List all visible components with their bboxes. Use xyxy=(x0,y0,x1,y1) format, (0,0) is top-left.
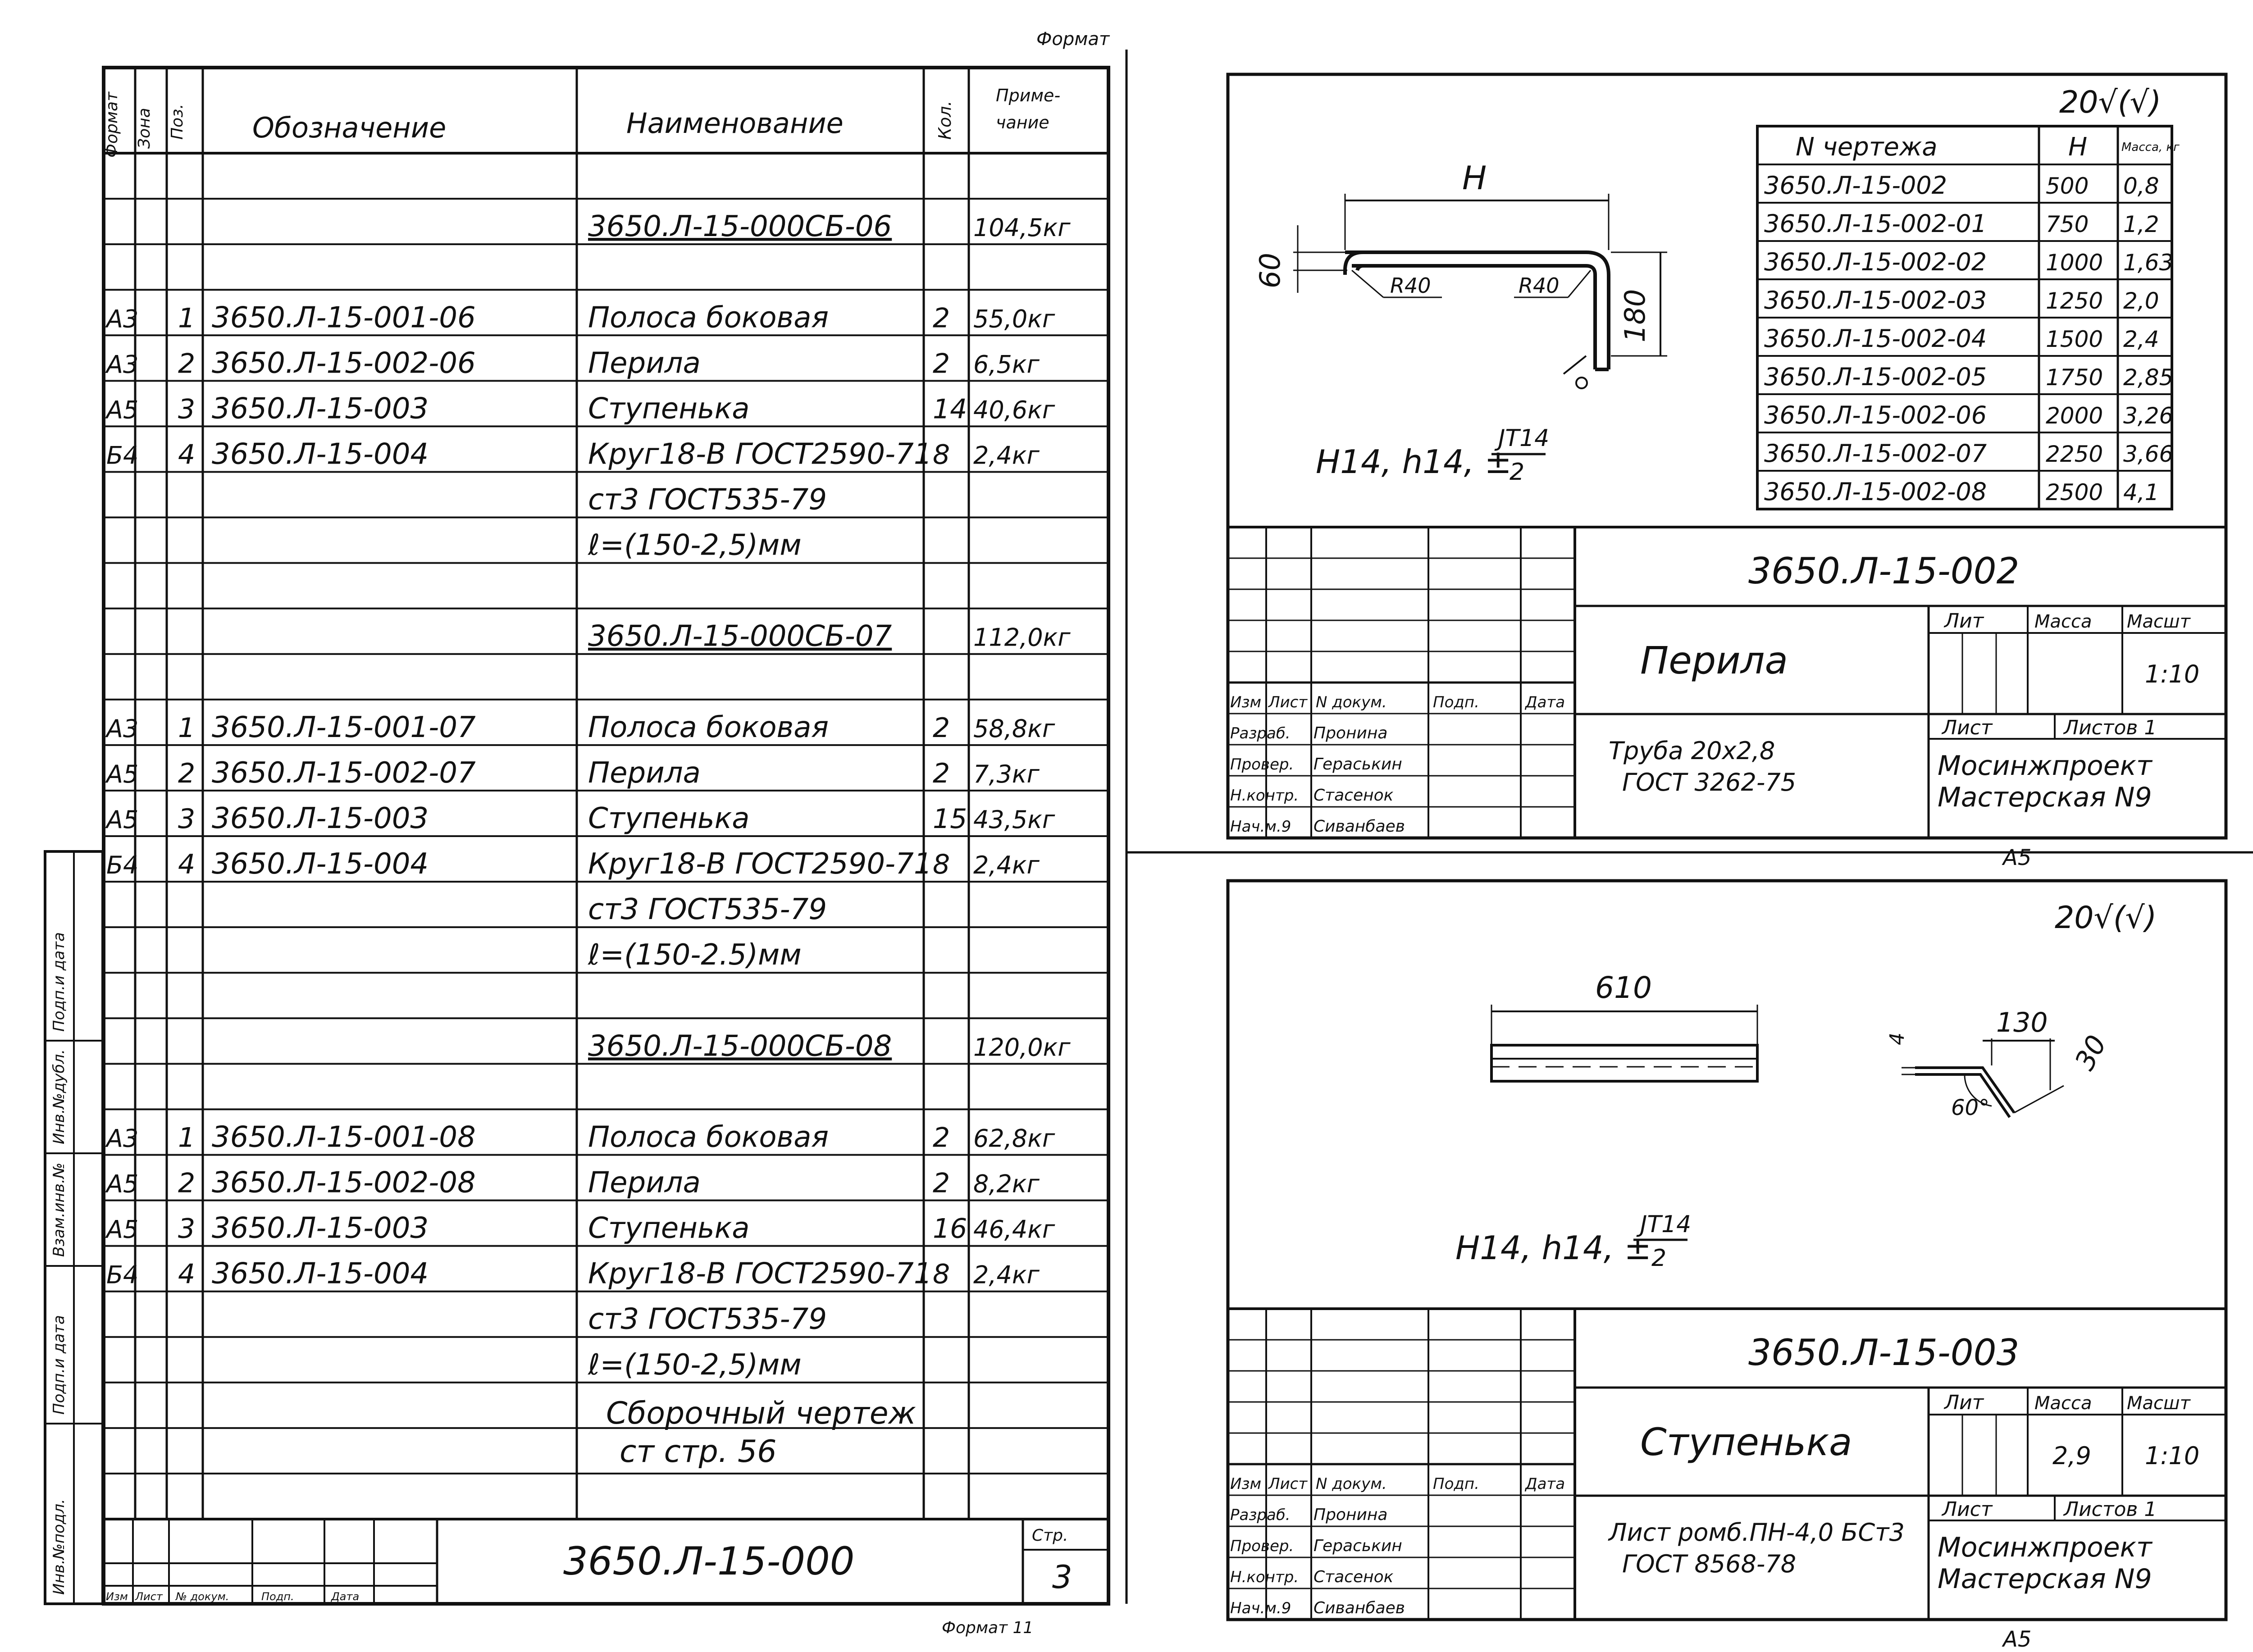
row-designation: 3650.Л-15-002-07 xyxy=(212,756,476,790)
header-zone: Зона xyxy=(135,108,154,149)
variant-row-mass: 2,0 xyxy=(2123,288,2159,314)
header-note-2: чание xyxy=(996,113,1049,132)
dim-right-002: 180 xyxy=(1619,289,1651,342)
row-pos: 4 xyxy=(178,849,196,881)
stamp-003 xyxy=(1228,1309,2226,1652)
row-name: Ступенька xyxy=(588,392,750,426)
stamp-staff-role: Разраб. xyxy=(1230,1506,1291,1525)
stamp-material-2: ГОСТ 3262-75 xyxy=(1622,768,1797,796)
spec-footnote-2: ст стр. 56 xyxy=(620,1434,777,1470)
row-note: 40,6кг xyxy=(973,396,1055,424)
spec-headers xyxy=(103,86,1060,158)
row-qty: 8 xyxy=(933,849,950,881)
row-pos: 3 xyxy=(178,393,196,425)
variant-row-h: 1500 xyxy=(2046,326,2103,352)
stamp-staff-name: Пронина xyxy=(1313,1506,1388,1525)
stamp-code: 3650.Л-15-003 xyxy=(1748,1332,2020,1374)
header-name: Наименование xyxy=(626,107,844,140)
stamp-scale-value: 1:10 xyxy=(2145,660,2200,688)
row-name: Полоса боковая xyxy=(588,1120,829,1154)
row-name: ℓ=(150-2.5)мм xyxy=(588,938,802,972)
row-qty: 15 xyxy=(933,803,967,835)
stamp-staff-name: Стасенок xyxy=(1313,786,1394,805)
stamp-staff-role: Разраб. xyxy=(1230,724,1291,743)
variant-row-number: 3650.Л-15-002-06 xyxy=(1764,401,1987,429)
row-designation: 3650.Л-15-001-06 xyxy=(212,301,476,335)
margin-label-0: Инв.№подл. xyxy=(50,1499,68,1595)
header-designation: Обозначение xyxy=(252,111,447,144)
stamp-org-1: Мосинжпроект xyxy=(1938,1532,2152,1563)
row-qty: 2 xyxy=(933,1122,950,1154)
stamp-staff-role: Н.контр. xyxy=(1230,1568,1299,1587)
row-designation: 3650.Л-15-002-06 xyxy=(212,346,476,380)
margin-label-1: Подп.и дата xyxy=(50,1315,68,1415)
row-note: 8,2кг xyxy=(973,1170,1040,1198)
row-format: Б4 xyxy=(106,851,139,880)
row-format: А5 xyxy=(106,396,139,424)
variant-row-number: 3650.Л-15-002-05 xyxy=(1764,363,1987,391)
part-sketch-003 xyxy=(1491,970,2113,1120)
stamp-col-label: Изм xyxy=(1230,1475,1262,1493)
dim-left-002: 60 xyxy=(1254,253,1286,288)
row-name: Круг18-В ГОСТ2590-71 xyxy=(588,1257,932,1291)
stamp-mass-label: Масса xyxy=(2034,1393,2092,1414)
dim-r2-002: R40 xyxy=(1519,273,1560,298)
stamp-format: А5 xyxy=(2003,845,2032,870)
row-note: 55,0кг xyxy=(973,305,1055,333)
spec-stamp-code: 3650.Л-15-000 xyxy=(563,1539,855,1584)
row-name: Круг18-В ГОСТ2590-71 xyxy=(588,847,932,881)
stamp-org-2: Мастерская N9 xyxy=(1938,782,2152,813)
stamp-material-1: Труба 20х2,8 xyxy=(1609,737,1775,765)
variant-row-mass: 2,4 xyxy=(2123,326,2159,352)
row-qty: 16 xyxy=(933,1213,967,1245)
stamp-scale-label: Масшт xyxy=(2127,611,2190,632)
row-qty: 2 xyxy=(933,712,950,744)
row-name: Ступенька xyxy=(588,1211,750,1245)
variant-row-number: 3650.Л-15-002-02 xyxy=(1764,248,1987,276)
row-format: А5 xyxy=(106,806,139,834)
stamp-col-label: Подп. xyxy=(1433,1475,1479,1493)
variant-row-mass: 1,2 xyxy=(2123,211,2159,237)
row-format: А5 xyxy=(106,1170,139,1198)
stamp-staff-name: Стасенок xyxy=(1313,1568,1394,1587)
stamp-col-label: Дата xyxy=(1525,1475,1565,1493)
part-sketch-002 xyxy=(1254,159,1667,388)
stamp-col-label: Лист xyxy=(1268,693,1308,712)
row-format: А3 xyxy=(106,305,139,333)
spec-stamp-col-1: Лист xyxy=(135,1590,163,1603)
row-qty: 8 xyxy=(933,439,950,471)
variant-row-mass: 3,26 xyxy=(2123,403,2174,429)
dim-h-002: H xyxy=(1462,159,1487,197)
row-name: 3650.Л-15-000СБ-07 xyxy=(588,619,892,653)
variant-row-number: 3650.Л-15-002-03 xyxy=(1764,286,1987,314)
roughness-002: 20√(√) xyxy=(2059,85,2162,120)
row-name: Ступенька xyxy=(588,802,750,835)
stamp-col-label: Подп. xyxy=(1433,693,1479,712)
row-name: Перила xyxy=(588,1166,701,1200)
stamp-title: Ступенька xyxy=(1640,1420,1852,1464)
variant-row-h: 2500 xyxy=(2046,479,2103,505)
dim-top-003: 130 xyxy=(1996,1007,2048,1038)
row-name: ℓ=(150-2,5)мм xyxy=(588,1348,802,1382)
format-footer: Формат 11 xyxy=(942,1619,1034,1637)
header-note-1: Приме- xyxy=(996,86,1061,105)
spec-stamp-col-2: № докум. xyxy=(176,1590,229,1603)
format-caption-top: Формат xyxy=(1036,29,1110,50)
stamp-staff-role: Нач.м.9 xyxy=(1230,818,1291,836)
variant-table-002 xyxy=(1757,126,2180,509)
tolerance-num-003: JT14 xyxy=(1640,1211,1692,1238)
stamp-material-2: ГОСТ 8568-78 xyxy=(1622,1550,1797,1578)
stamp-002 xyxy=(1228,527,2226,870)
stamp-scale-value: 1:10 xyxy=(2145,1442,2200,1470)
variant-row-h: 500 xyxy=(2046,173,2089,199)
row-qty: 2 xyxy=(933,348,950,380)
tolerance-den-003: 2 xyxy=(1651,1245,1667,1272)
tolerance-den-002: 2 xyxy=(1510,459,1525,486)
stamp-sheet-label: Лист xyxy=(1942,716,1993,739)
stamp-col-label: Дата xyxy=(1525,693,1565,712)
dim-angle-003: 60° xyxy=(1951,1095,1990,1120)
row-format: А3 xyxy=(106,350,139,379)
variant-row-h: 1750 xyxy=(2046,364,2103,391)
row-note: 120,0кг xyxy=(973,1033,1071,1062)
header-format: Формат xyxy=(103,91,121,158)
row-designation: 3650.Л-15-003 xyxy=(212,802,429,835)
stamp-staff-name: Гераськин xyxy=(1313,755,1402,774)
row-designation: 3650.Л-15-004 xyxy=(212,1257,429,1291)
variant-row-h: 750 xyxy=(2046,211,2089,237)
row-qty: 2 xyxy=(933,1167,950,1199)
row-qty: 2 xyxy=(933,757,950,789)
row-name: Полоса боковая xyxy=(588,710,829,744)
row-name: Перила xyxy=(588,756,701,790)
header-qty: Кол. xyxy=(935,100,955,140)
row-name: ст3 ГОСТ535-79 xyxy=(588,483,827,517)
row-format: А5 xyxy=(106,760,139,788)
stamp-col-label: Изм xyxy=(1230,693,1262,712)
drawing-002 xyxy=(1228,74,2226,870)
stamp-col-label: Лист xyxy=(1268,1475,1308,1493)
stamp-title: Перила xyxy=(1640,638,1788,683)
row-format: А3 xyxy=(106,1124,139,1153)
stamp-code: 3650.Л-15-002 xyxy=(1748,550,2020,592)
spec-footnote-1: Сборочный чертеж xyxy=(606,1396,916,1431)
row-pos: 3 xyxy=(178,803,196,835)
variant-header-number: N чертежа xyxy=(1796,132,1938,162)
row-format: А5 xyxy=(106,1215,139,1244)
row-name: ст3 ГОСТ535-79 xyxy=(588,1302,827,1336)
stamp-staff-name: Пронина xyxy=(1313,724,1388,743)
row-name: 3650.Л-15-000СБ-06 xyxy=(588,210,892,244)
variant-row-number: 3650.Л-15-002-07 xyxy=(1764,439,1987,468)
variant-row-mass: 2,85 xyxy=(2123,364,2174,391)
row-note: 2,4кг xyxy=(973,441,1040,470)
specification-sheet xyxy=(45,29,1110,1637)
row-format: А3 xyxy=(106,714,139,743)
variant-row-mass: 1,63 xyxy=(2123,250,2174,276)
row-name: Перила xyxy=(588,346,701,380)
spec-stamp-col-3: Подп. xyxy=(261,1590,294,1603)
row-qty: 8 xyxy=(933,1258,950,1290)
row-qty: 14 xyxy=(933,393,967,425)
row-note: 104,5кг xyxy=(973,214,1071,242)
row-note: 112,0кг xyxy=(973,623,1071,652)
row-note: 58,8кг xyxy=(973,714,1055,743)
variant-row-h: 1000 xyxy=(2046,250,2103,276)
stamp-sheets-label: Листов 1 xyxy=(2064,1498,2157,1521)
stamp-mass-value: 2,9 xyxy=(2052,1442,2091,1470)
variant-row-mass: 3,66 xyxy=(2123,441,2174,467)
stamp-scale-label: Масшт xyxy=(2127,1393,2190,1414)
row-name: 3650.Л-15-000СБ-08 xyxy=(588,1029,892,1063)
variant-row-number: 3650.Л-15-002 xyxy=(1764,171,1947,200)
row-name: ℓ=(150-2,5)мм xyxy=(588,528,802,562)
row-note: 7,3кг xyxy=(973,760,1040,788)
stamp-staff-role: Н.контр. xyxy=(1230,787,1299,805)
row-note: 6,5кг xyxy=(973,350,1040,379)
row-format: Б4 xyxy=(106,441,139,470)
row-designation: 3650.Л-15-001-08 xyxy=(212,1120,476,1154)
variant-row-mass: 4,1 xyxy=(2123,479,2159,505)
spec-stamp-sheet-label: Стр. xyxy=(1032,1526,1068,1545)
row-pos: 4 xyxy=(178,439,196,471)
spec-stamp-col-0: Изм xyxy=(106,1590,128,1603)
roughness-003: 20√(√) xyxy=(2055,900,2157,936)
row-pos: 1 xyxy=(178,302,196,334)
tolerance-num-002: JT14 xyxy=(1498,425,1550,452)
margin-label-3: Инв.№дубл. xyxy=(50,1049,68,1144)
dim-thick-003: 4 xyxy=(1886,1033,1909,1045)
binding-margin xyxy=(45,851,103,1604)
drawing-003 xyxy=(1228,881,2226,1652)
row-pos: 2 xyxy=(178,757,196,789)
row-designation: 3650.Л-15-004 xyxy=(212,847,429,881)
row-note: 46,4кг xyxy=(973,1215,1055,1244)
dim-length-003: 610 xyxy=(1595,970,1652,1005)
row-pos: 3 xyxy=(178,1213,196,1245)
row-name: ст3 ГОСТ535-79 xyxy=(588,893,827,927)
row-pos: 2 xyxy=(178,348,196,380)
stamp-lit-label: Лит xyxy=(1944,1391,1984,1414)
row-qty: 2 xyxy=(933,302,950,334)
row-designation: 3650.Л-15-001-07 xyxy=(212,710,476,744)
stamp-staff-name: Сиванбаев xyxy=(1313,817,1405,836)
variant-row-number: 3650.Л-15-002-08 xyxy=(1764,478,1987,506)
spec-stamp-col-4: Дата xyxy=(331,1590,360,1603)
stamp-staff-role: Провер. xyxy=(1230,755,1294,774)
stamp-org-2: Мастерская N9 xyxy=(1938,1563,2152,1595)
row-designation: 3650.Л-15-004 xyxy=(212,437,429,471)
row-name: Круг18-В ГОСТ2590-71 xyxy=(588,437,932,471)
margin-label-2: Взам.инв.№ xyxy=(50,1162,68,1257)
stamp-material-1: Лист ромб.ПН-4,0 БСт3 xyxy=(1609,1518,1905,1547)
row-designation: 3650.Л-15-003 xyxy=(212,1211,429,1245)
row-pos: 4 xyxy=(178,1258,196,1290)
variant-row-h: 2000 xyxy=(2046,403,2103,429)
row-pos: 1 xyxy=(178,712,196,744)
header-pos: Поз. xyxy=(168,104,187,140)
dim-r1-002: R40 xyxy=(1390,273,1431,298)
dim-side-003: 30 xyxy=(2069,1030,2113,1076)
spec-rows xyxy=(105,210,1071,1382)
spec-stamp xyxy=(104,1519,1108,1604)
row-format: Б4 xyxy=(106,1261,139,1289)
stamp-format: А5 xyxy=(2003,1627,2032,1652)
variant-row-number: 3650.Л-15-002-01 xyxy=(1764,209,1987,238)
stamp-col-label: N докум. xyxy=(1316,693,1387,712)
variant-row-mass: 0,8 xyxy=(2123,173,2159,199)
margin-label-4: Подп.и дата xyxy=(50,932,68,1032)
row-note: 2,4кг xyxy=(973,851,1040,880)
row-name: Полоса боковая xyxy=(588,301,829,335)
variant-header-h: H xyxy=(2068,132,2088,162)
stamp-sheet-label: Лист xyxy=(1942,1498,1993,1521)
row-pos: 2 xyxy=(178,1167,196,1199)
row-note: 62,8кг xyxy=(973,1124,1055,1153)
variant-row-h: 2250 xyxy=(2046,441,2103,467)
row-note: 2,4кг xyxy=(973,1261,1040,1289)
row-designation: 3650.Л-15-003 xyxy=(212,392,429,426)
stamp-staff-name: Сиванбаев xyxy=(1313,1599,1405,1618)
variant-row-h: 1250 xyxy=(2046,288,2103,314)
row-note: 43,5кг xyxy=(973,806,1055,834)
stamp-col-label: N докум. xyxy=(1316,1475,1387,1493)
stamp-org-1: Мосинжпроект xyxy=(1938,750,2152,782)
row-designation: 3650.Л-15-002-08 xyxy=(212,1166,476,1200)
variant-row-number: 3650.Л-15-002-04 xyxy=(1764,324,1987,353)
tolerance-003: H14, h14, ± xyxy=(1455,1229,1651,1267)
spec-grid-lines xyxy=(104,68,1108,1519)
stamp-staff-role: Провер. xyxy=(1230,1537,1294,1556)
spec-stamp-sheet-number: 3 xyxy=(1052,1559,1072,1596)
tolerance-002: H14, h14, ± xyxy=(1316,443,1512,481)
stamp-sheets-label: Листов 1 xyxy=(2064,716,2157,739)
stamp-lit-label: Лит xyxy=(1944,610,1984,633)
stamp-staff-role: Нач.м.9 xyxy=(1230,1599,1291,1618)
variant-header-mass: Масса, кг xyxy=(2121,141,2180,154)
stamp-mass-label: Масса xyxy=(2034,611,2092,632)
stamp-staff-name: Гераськин xyxy=(1313,1537,1402,1556)
row-pos: 1 xyxy=(178,1122,196,1154)
